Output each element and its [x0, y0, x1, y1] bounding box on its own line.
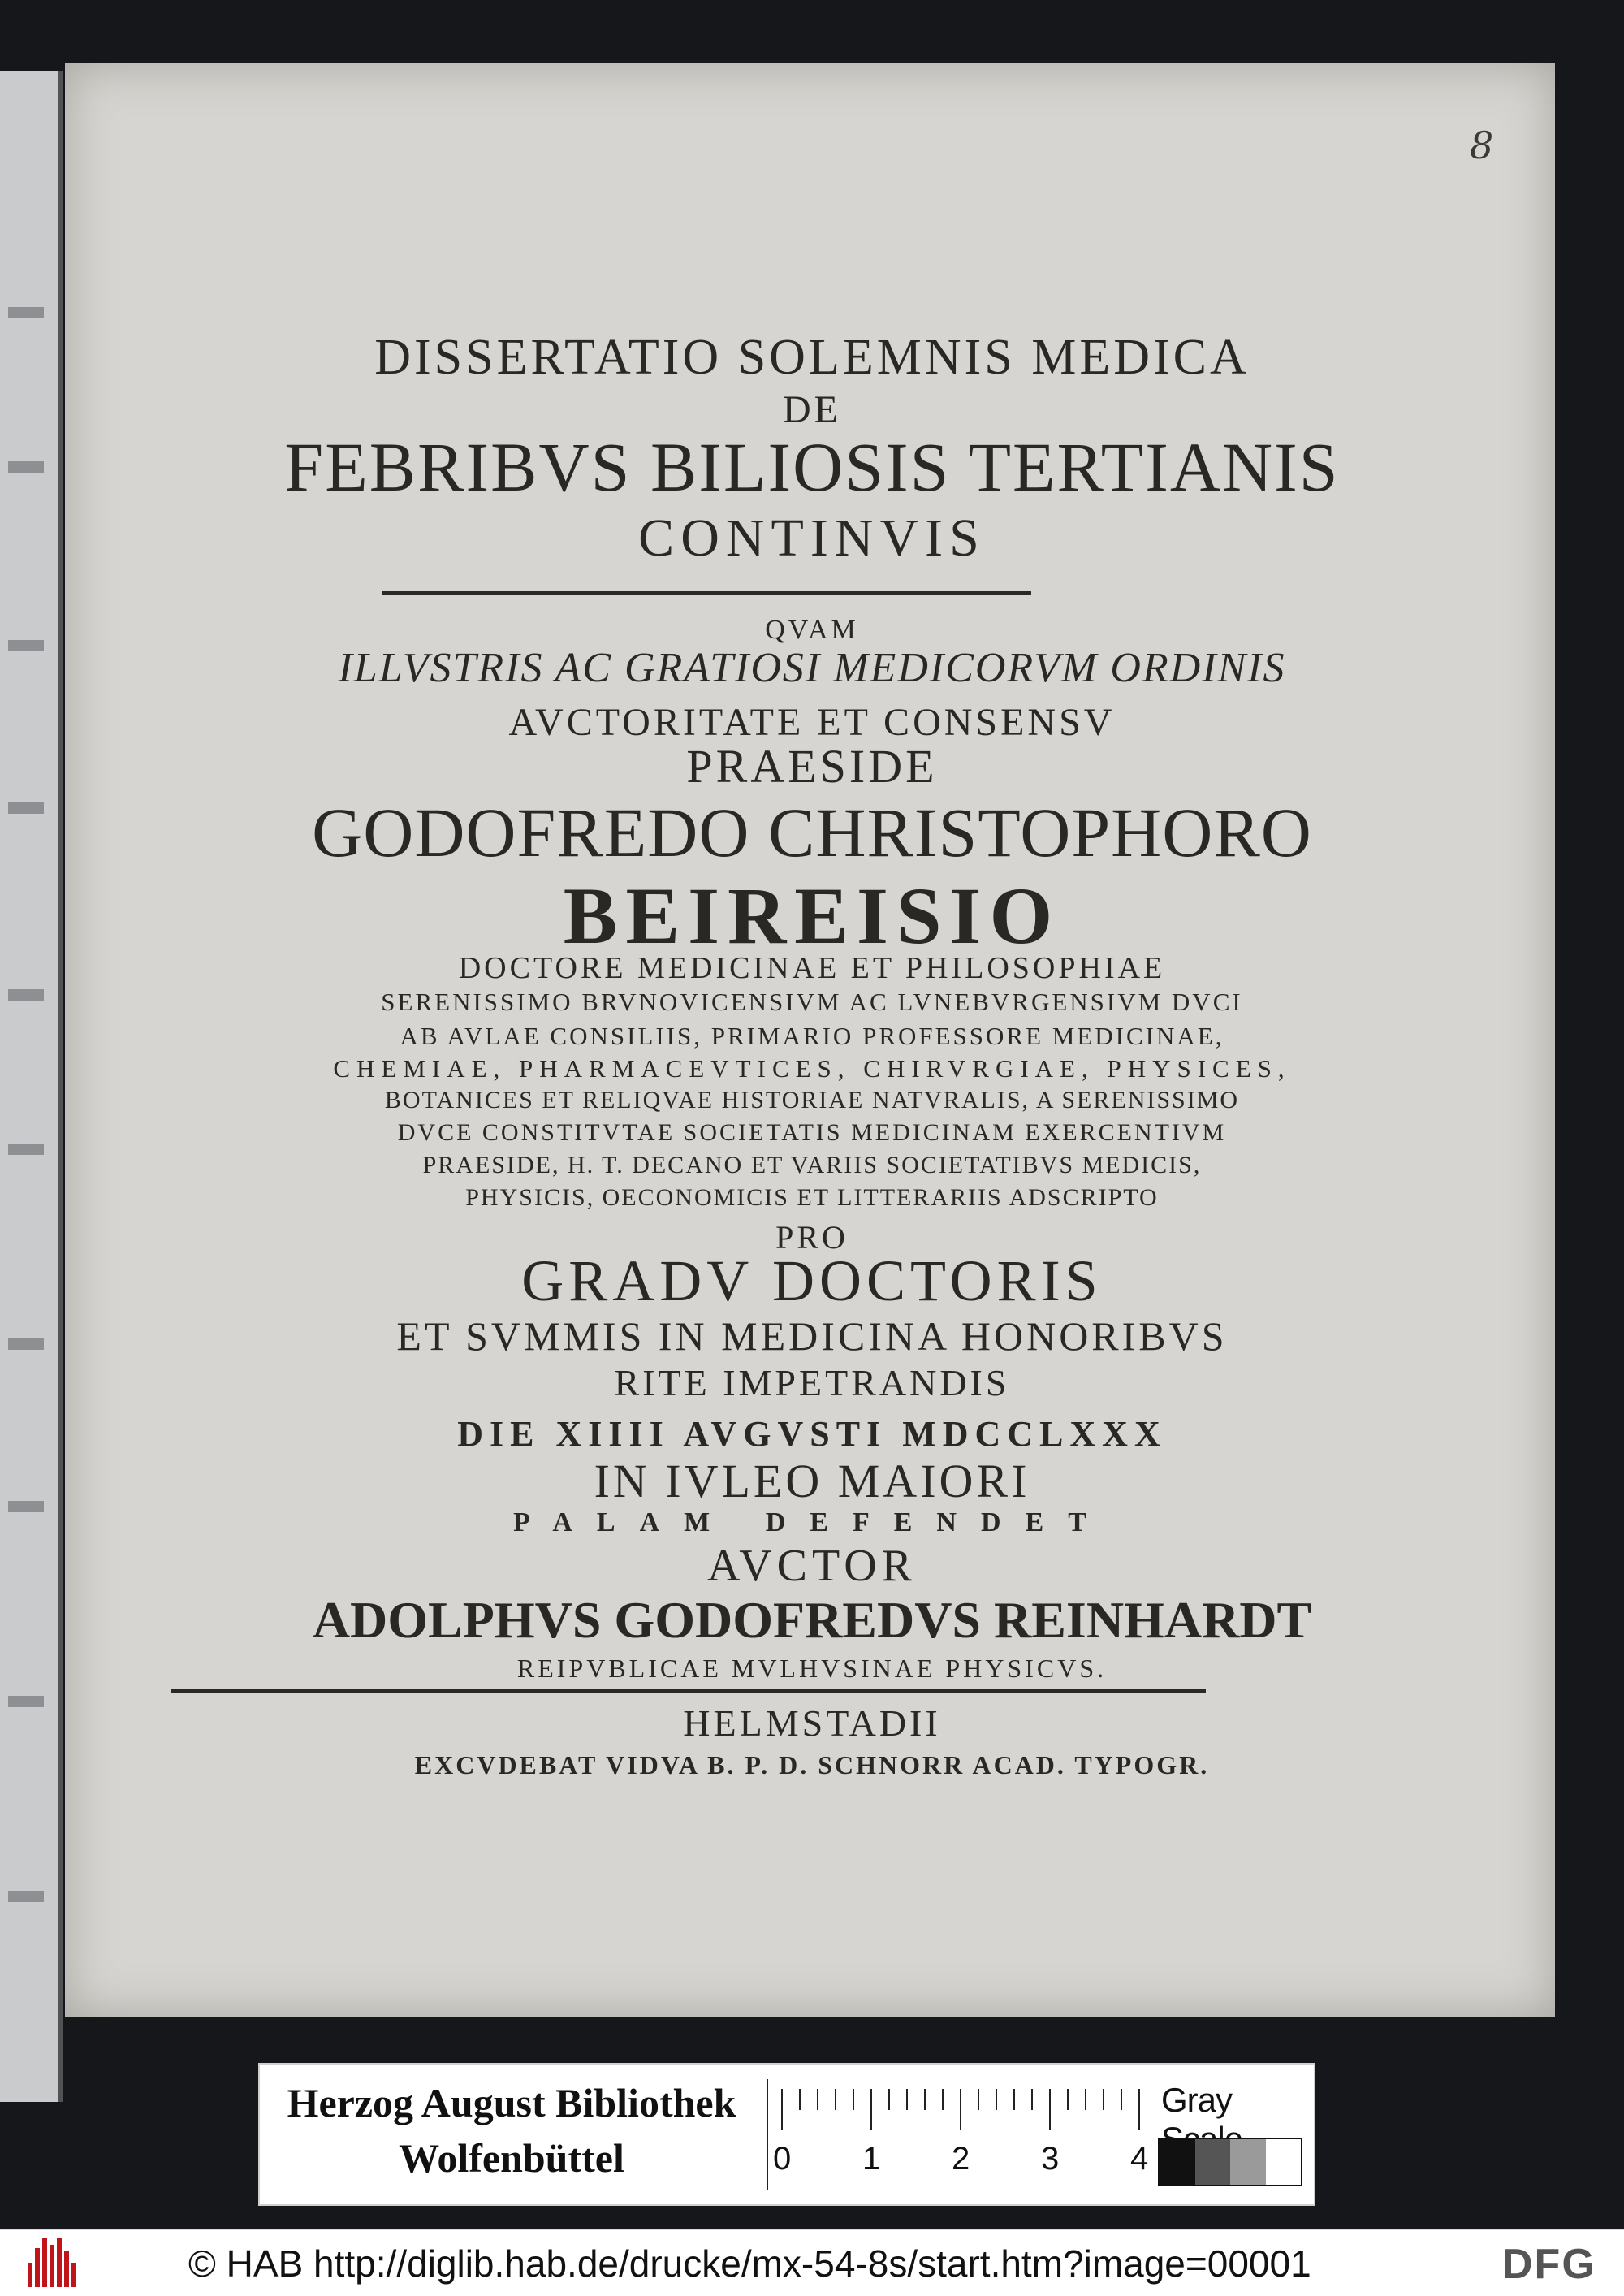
quam: QVAM	[765, 615, 859, 645]
gray-swatch-4	[1266, 2139, 1302, 2185]
praeses-title-7: PRAESIDE, H. T. DECANO ET VARIIS SOCIETATIBVS MEDICIS,	[422, 1152, 1202, 1178]
author-name: ADOLPHVS GODOFREDVS REINHARDT	[312, 1591, 1312, 1649]
praeses-title-3: AB AVLAE CONSILIIS, PRIMARIO PROFESSORE MEDICINAE,	[400, 1022, 1224, 1050]
imprint-printer: EXCVDEBAT VIDVA B. P. D. SCHNORR ACAD. TYPOGR.	[414, 1750, 1210, 1779]
praeses-surname: BEIREISIO	[563, 871, 1061, 961]
title-line-2: DE	[783, 388, 841, 431]
praeses-title-2: SERENISSIMO BRVNOVICENSIVM AC LVNEBVRGENSIVM DVCI	[381, 988, 1243, 1016]
page-fragment	[8, 1891, 44, 1902]
gray-swatch-1	[1160, 2139, 1195, 2185]
viewer-footer	[0, 2229, 1624, 2296]
praeses-name: GODOFREDO CHRISTOPHORO	[312, 793, 1312, 871]
date-line: DIE XIIII AVGVSTI MDCCLXXX	[457, 1414, 1167, 1454]
praeses-title-1: DOCTORE MEDICINAE ET PHILOSOPHIAE	[458, 951, 1166, 985]
library-color-card	[258, 2063, 1315, 2206]
title-main: FEBRIBVS BILIOSIS TERTIANIS	[284, 428, 1340, 506]
gradus-line: GRADV DOCTORIS	[521, 1248, 1103, 1313]
praeses-title-5: BOTANICES ET RELIQVAE HISTORIAE NATVRALIS, A SERENISSIMO	[384, 1087, 1240, 1113]
auctor-line: AVCTOR	[706, 1541, 917, 1591]
title-line-1: DISSERTATIO SOLEMNIS MEDICA	[374, 330, 1250, 385]
gray-scale-label: Gray	[1161, 2081, 1233, 2119]
gray-swatch-3	[1230, 2139, 1266, 2185]
imprint-place: HELMSTADII	[683, 1702, 941, 1744]
title-line-4: CONTINVIS	[638, 508, 986, 568]
gray-scale-bar	[1158, 2138, 1302, 2186]
defendet-line: PALAM DEFENDET	[513, 1507, 1111, 1537]
ruler-number-1: 1	[862, 2141, 881, 2177]
ruler-number-2: 2	[952, 2141, 970, 2177]
praeses-title-8: PHYSICIS, OECONOMICIS ET LITTERARIIS ADSCRIPTO	[465, 1184, 1159, 1211]
title-rule	[382, 591, 1031, 595]
pro-line: PRO	[775, 1219, 849, 1256]
hab-barcode-icon	[28, 2238, 76, 2287]
gray-swatch-2	[1195, 2139, 1231, 2185]
page-fragment	[8, 307, 44, 318]
card-divider	[767, 2079, 768, 2190]
honoribus-line: ET SVMMIS IN MEDICINA HONORIBVS	[396, 1313, 1228, 1359]
folio-number: 8	[1470, 123, 1494, 167]
auctoritate-line: AVCTORITATE ET CONSENSV	[508, 701, 1116, 744]
ordo-line: ILLVSTRIS AC GRATIOSI MEDICORVM ORDINIS	[338, 645, 1286, 691]
dfg-logo: DFG	[1502, 2241, 1596, 2288]
author-title: REIPVBLICAE MVLHVSINAE PHYSICVS.	[516, 1654, 1108, 1683]
ruler-number-0: 0	[773, 2141, 792, 2177]
place-line: IN IVLEO MAIORI	[594, 1455, 1030, 1507]
library-city: Wolfenbüttel	[399, 2135, 624, 2181]
library-name: Herzog August Bibliothek	[287, 2080, 736, 2125]
cm-ruler	[781, 2089, 1147, 2130]
praeses-title-4: CHEMIAE, PHARMACEVTICES, CHIRVRGIAE, PHYSICES,	[333, 1054, 1291, 1083]
praeside-line: PRAESIDE	[686, 740, 938, 793]
ruler-number-3: 3	[1041, 2141, 1060, 2177]
impetrandis-line: RITE IMPETRANDIS	[614, 1362, 1010, 1403]
praeses-title-6: DVCE CONSTITVTAE SOCIETATIS MEDICINAM EXERCENTIVM	[397, 1119, 1227, 1146]
source-url[interactable]: © HAB http://diglib.hab.de/drucke/mx-54-8s/start.htm?image=00001	[188, 2242, 1311, 2285]
ruler-number-4: 4	[1130, 2141, 1149, 2177]
imprint-rule	[171, 1689, 1206, 1693]
